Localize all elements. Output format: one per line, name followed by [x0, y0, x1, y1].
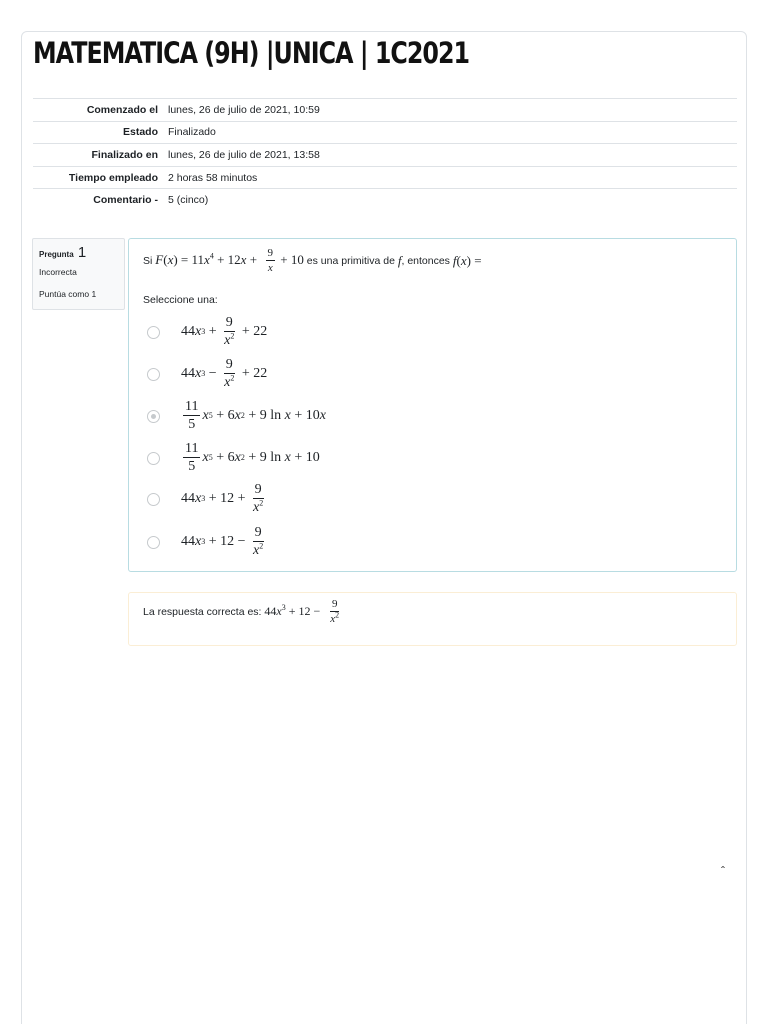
summary-value: lunes, 26 de julio de 2021, 10:59 — [168, 103, 320, 116]
question-number-value: 1 — [77, 244, 87, 261]
question-number — [39, 244, 118, 261]
summary-value: 2 horas 58 minutos — [168, 171, 258, 184]
answer-option-c[interactable] — [147, 396, 326, 436]
option-formula: $\frac{11}{5}$ x 5 + 6 x 2 + 9 ln x + 10 — [185, 441, 320, 474]
summary-row-finished — [33, 144, 737, 167]
question-text: Si $F(x) = 11x^4 + 12x$ + $\frac{9}{x}$ + 10 es una primitiva de f , entonces f(x) = — [143, 247, 482, 274]
summary-row-comment — [33, 189, 737, 212]
summary-row-started — [33, 99, 737, 122]
summary-value: lunes, 26 de julio de 2021, 13:58 — [168, 148, 320, 161]
radio-button[interactable] — [147, 493, 160, 506]
question-text-after: , entonces — [401, 255, 450, 267]
quiz-review-card — [21, 31, 747, 1024]
answer-option-f[interactable] — [147, 522, 267, 562]
radio-button-selected[interactable] — [147, 410, 160, 423]
answer-option-a[interactable] — [147, 312, 267, 352]
option-formula: 44 x 3 + 12 + $\frac{9}{x^2}$ — [181, 482, 264, 515]
right-answer — [143, 599, 343, 625]
right-answer-label: La respuesta correcta es: — [143, 606, 262, 618]
question-grade: Puntúa como 1 — [39, 289, 97, 299]
summary-label: Estado — [122, 126, 158, 139]
summary-label: Comentario - — [93, 194, 158, 207]
answer-option-e[interactable] — [147, 479, 267, 519]
radio-button[interactable] — [147, 536, 160, 549]
answer-option-b[interactable] — [147, 354, 267, 394]
question-info-box — [32, 238, 125, 310]
answer-prompt: Seleccione una: — [143, 294, 218, 306]
option-formula: 44 x 3 + 12 − $\frac{9}{x^2}$ — [181, 525, 264, 558]
feedback-box — [128, 592, 737, 646]
right-answer-formula: $44x^3 + 12$ − $\frac{9}{x^2}$ — [264, 598, 340, 625]
answer-option-d[interactable] — [147, 438, 320, 478]
summary-row-state — [33, 121, 737, 144]
question-formula: $F(x) = 11x^4 + 12x$ + $\frac{9}{x}$ + 10 — [155, 247, 304, 274]
radio-button[interactable] — [147, 452, 160, 465]
radio-button[interactable] — [147, 368, 160, 381]
question-text-middle: es una primitiva de — [306, 255, 395, 267]
question-formulation — [128, 238, 737, 572]
caret-up-icon: ˆ — [721, 864, 725, 878]
option-formula: 44 x 3 − $\frac{9}{x^2}$ + 22 — [181, 357, 268, 390]
summary-row-time-taken — [33, 166, 737, 189]
summary-value: 5 (cinco) — [168, 194, 209, 207]
summary-label: Tiempo empleado — [68, 171, 158, 184]
summary-value: Finalizado — [168, 126, 216, 139]
option-formula: 44 x 3 + $\frac{9}{x^2}$ + 22 — [181, 315, 268, 348]
question-state: Incorrecta — [39, 267, 77, 277]
radio-button[interactable] — [147, 326, 160, 339]
attempt-summary-table — [33, 98, 737, 211]
question-label: Pregunta — [39, 250, 74, 259]
scroll-to-top-button[interactable] — [714, 862, 732, 880]
question-text-if: Si — [143, 255, 153, 267]
page-title: MATEMATICA (9H) |UNICA | 1C2021 — [33, 36, 470, 70]
summary-label: Comenzado el — [86, 103, 158, 116]
option-formula: $\frac{11}{5}$ x 5 + 6 x 2 + 9 ln x + 10 x — [185, 399, 326, 432]
summary-label: Finalizado en — [91, 148, 158, 161]
